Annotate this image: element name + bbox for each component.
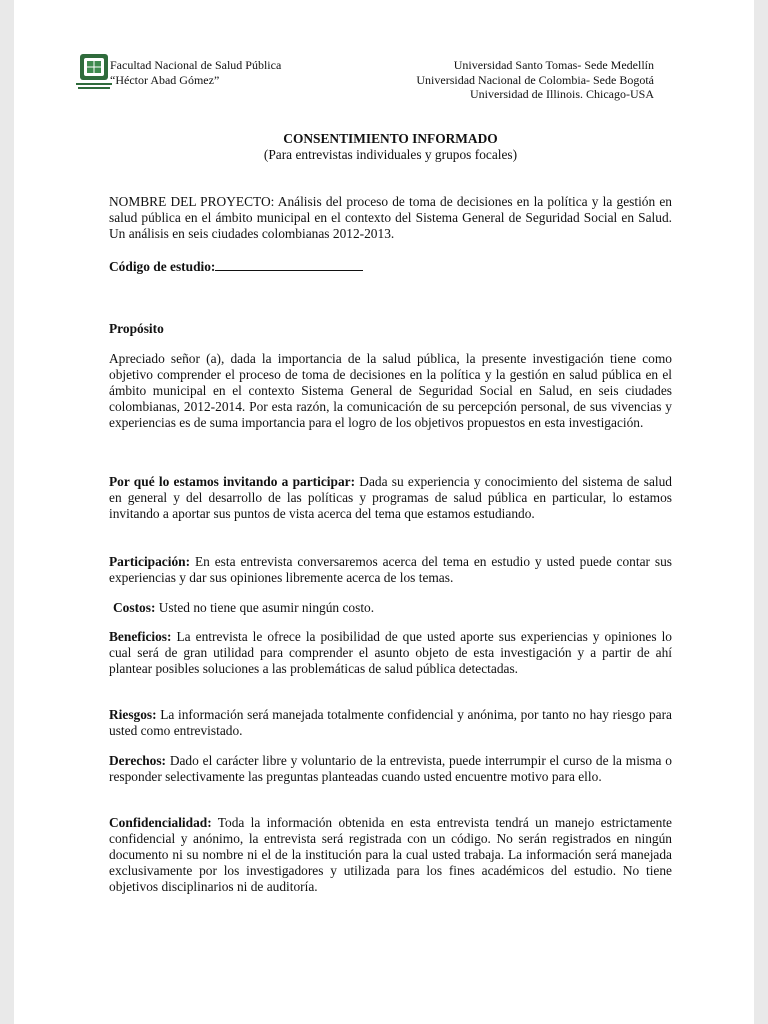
section-label: Derechos: [109, 753, 167, 768]
purpose-paragraph [109, 351, 672, 431]
section-participation [109, 554, 672, 586]
section-label: Participación: [109, 554, 191, 569]
section-text: Dado el carácter libre y voluntario de la entrevista, puede interrumpir el curso de la misma o responder selectivamente las preguntas planteadas cuando usted encuentre motivo para ello. [109, 753, 672, 784]
section-rights [109, 753, 672, 785]
section-text: En esta entrevista conversaremos acerca del tema en estudio y usted puede contar sus experiencias y dar sus opiniones libremente acerca de los temas. [109, 554, 672, 585]
study-code [109, 258, 672, 275]
purpose-heading: Propósito [109, 321, 164, 336]
header-right [416, 58, 654, 102]
project-name [109, 194, 672, 242]
faculty-subname: “Héctor Abad Gómez” [110, 72, 220, 87]
title-block [109, 131, 672, 163]
section-label: Por qué lo estamos invitando a participar: [109, 474, 356, 489]
section-confidentiality [109, 815, 672, 895]
section-text: La entrevista le ofrece la posibilidad de que usted aporte sus experiencias y opiniones lo cual será de gran utilidad para comprender el asunto objeto de esta investigación y a partir de ahí plantear posibles soluciones a las problemáticas de salud pública detectadas. [109, 629, 672, 676]
study-code-label: Código de estudio: [109, 259, 216, 274]
section-label: Beneficios: [109, 629, 172, 644]
section-text: La información será manejada totalmente confidencial y anónima, por tanto no hay riesgo para usted como entrevistado. [109, 707, 672, 738]
section-text: Toda la información obtenida en esta entrevista tendrá un manejo estrictamente confidencial y anónimo, la entrevista será registrada con un código. No serán registrados en ningún documento ni su nombre ni el de la institución para la cual usted trabaja. La información será manejada exclusivamente por los investigadores y utilizada para los fines académicos del estudio. No tiene objetivos disciplinarios ni de auditoría. [109, 815, 672, 894]
project-text: NOMBRE DEL PROYECTO: Análisis del proceso de toma de decisiones en la política y la gestión en salud pública en el ámbito municipal en el contexto del Sistema General de Seguridad Social en Salud. Un análisis en seis ciudades colombianas 2012-2013. [109, 194, 672, 241]
study-code-blank [215, 258, 363, 271]
faculty-name: Facultad Nacional de Salud Pública [110, 58, 282, 72]
section-label: Riesgos: [109, 707, 157, 722]
purpose-text: Apreciado señor (a), dada la importancia de la salud pública, la presente investigación tiene como objetivo comprender el proceso de toma de decisiones en la política y la gestión en salud pública en el ámbito municipal en el contexto Sistema General de Seguridad Social en Salud, en seis ciudades colombianas, 2012-2014. Por esta razón, la comunicación de su percepción personal, de sus vivencias y experiencias es de suma importancia para el logro de los objetivos propuestos en esta investigación. [109, 351, 672, 430]
section-risks [109, 707, 672, 739]
section-text: Dada su experiencia y conocimiento del sistema de salud en general y del desarrollo de las políticas y programas de salud pública en particular, lo estamos invitando a aportar sus puntos de vista acerca del tema que estamos estudiando. [109, 474, 672, 521]
section-text: Usted no tiene que asumir ningún costo. [155, 600, 375, 615]
header-left [110, 58, 281, 87]
section-costs [113, 600, 676, 616]
purpose-heading-block [109, 321, 672, 337]
section-label: Confidencialidad: [109, 815, 212, 830]
section-label: Costos: [113, 600, 156, 615]
section-invitation [109, 474, 672, 522]
university-3: Universidad de Illinois. Chicago-USA [470, 87, 654, 101]
document-page [14, 0, 754, 1024]
document-subtitle: (Para entrevistas individuales y grupos focales) [263, 147, 518, 162]
section-benefits [109, 629, 672, 677]
document-title: CONSENTIMIENTO INFORMADO [283, 131, 498, 146]
university-1: Universidad Santo Tomas- Sede Medellín [453, 58, 654, 72]
university-2: Universidad Nacional de Colombia- Sede Bogotá [416, 72, 654, 87]
